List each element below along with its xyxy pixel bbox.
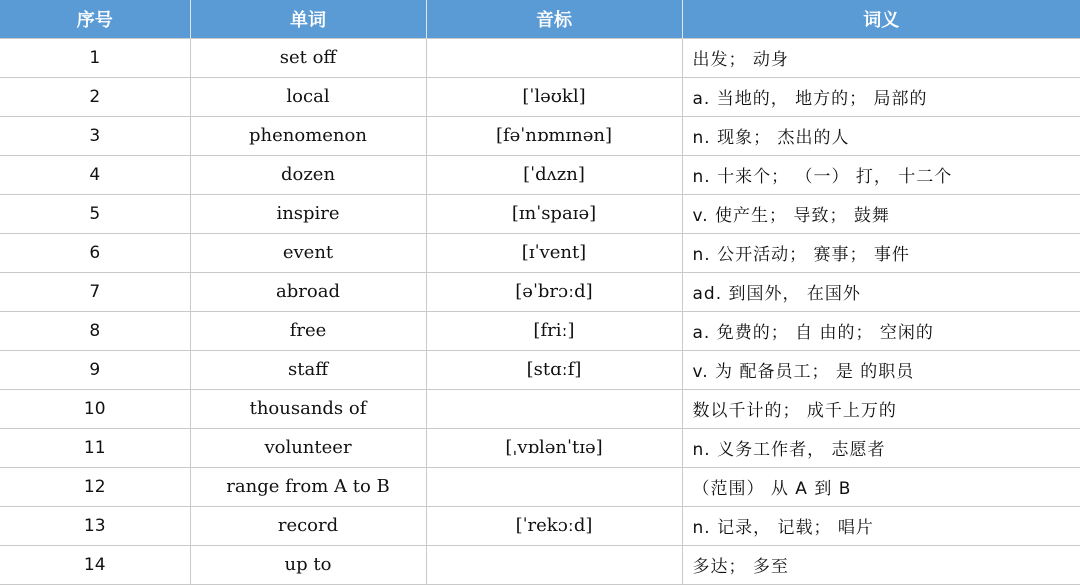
row-index: 4 <box>0 155 190 194</box>
row-meaning: n. 现象； 杰出的人 <box>682 116 1080 155</box>
row-word: abroad <box>190 272 426 311</box>
row-word: phenomenon <box>190 116 426 155</box>
table-row <box>0 233 1080 272</box>
row-meaning: 数以千计的； 成千上万的 <box>682 389 1080 428</box>
row-meaning: n. 记录， 记载； 唱片 <box>682 506 1080 545</box>
row-meaning: 多达； 多至 <box>682 545 1080 584</box>
row-phonetic: [ˈləʊkl] <box>426 77 682 116</box>
table-row <box>0 506 1080 545</box>
row-meaning: n. 十来个； （一） 打， 十二个 <box>682 155 1080 194</box>
row-word: free <box>190 311 426 350</box>
row-word: inspire <box>190 194 426 233</box>
row-phonetic: [əˈbrɔːd] <box>426 272 682 311</box>
row-phonetic: [ɪnˈspaɪə] <box>426 194 682 233</box>
header-meaning: 词义 <box>863 9 900 31</box>
row-meaning: （范围） 从 A 到 B <box>682 467 1080 506</box>
header-phonetic: 音标 <box>426 0 682 38</box>
table-row <box>0 38 1080 77</box>
row-index: 9 <box>0 350 190 389</box>
row-index: 14 <box>0 545 190 584</box>
row-word: record <box>190 506 426 545</box>
row-phonetic <box>426 545 682 584</box>
table-row <box>0 272 1080 311</box>
row-phonetic: [ɪˈvent] <box>426 233 682 272</box>
row-index: 11 <box>0 428 190 467</box>
row-phonetic <box>426 467 682 506</box>
row-word: staff <box>190 350 426 389</box>
table-row <box>0 155 1080 194</box>
row-index: 5 <box>0 194 190 233</box>
row-index: 10 <box>0 389 190 428</box>
row-word: range from A to B <box>190 467 426 506</box>
row-index: 13 <box>0 506 190 545</box>
row-word: dozen <box>190 155 426 194</box>
row-meaning: n. 义务工作者， 志愿者 <box>682 428 1080 467</box>
row-word: up to <box>190 545 426 584</box>
row-phonetic: [ˌvɒlənˈtɪə] <box>426 428 682 467</box>
table-header-row <box>0 0 1080 38</box>
row-index: 1 <box>0 38 190 77</box>
row-index: 6 <box>0 233 190 272</box>
header-word: 单词 <box>190 0 426 38</box>
row-word: thousands of <box>190 389 426 428</box>
row-index: 3 <box>0 116 190 155</box>
row-phonetic: [ˈdʌzn] <box>426 155 682 194</box>
table-row <box>0 389 1080 428</box>
row-phonetic <box>426 389 682 428</box>
row-phonetic: [friː] <box>426 311 682 350</box>
row-meaning: ad. 到国外， 在国外 <box>682 272 1080 311</box>
row-meaning: 出发； 动身 <box>682 38 1080 77</box>
row-meaning: a. 免费的； 自 由的； 空闲的 <box>682 311 1080 350</box>
row-meaning: v. 使产生； 导致； 鼓舞 <box>682 194 1080 233</box>
table-row <box>0 116 1080 155</box>
row-meaning: v. 为 配备员工； 是 的职员 <box>682 350 1080 389</box>
row-meaning: a. 当地的， 地方的； 局部的 <box>682 77 1080 116</box>
row-phonetic: [stɑːf] <box>426 350 682 389</box>
table-row <box>0 350 1080 389</box>
header-index: 序号 <box>0 0 190 38</box>
table-row <box>0 77 1080 116</box>
row-word: event <box>190 233 426 272</box>
row-index: 12 <box>0 467 190 506</box>
table-row <box>0 311 1080 350</box>
row-word: set off <box>190 38 426 77</box>
row-meaning: n. 公开活动； 赛事； 事件 <box>682 233 1080 272</box>
row-word: volunteer <box>190 428 426 467</box>
row-index: 7 <box>0 272 190 311</box>
table-row <box>0 545 1080 584</box>
row-phonetic: [ˈrekɔːd] <box>426 506 682 545</box>
row-index: 2 <box>0 77 190 116</box>
row-phonetic <box>426 38 682 77</box>
row-index: 8 <box>0 311 190 350</box>
table-row <box>0 194 1080 233</box>
table-row <box>0 467 1080 506</box>
table-body <box>0 38 1080 584</box>
row-phonetic: [fəˈnɒmɪnən] <box>426 116 682 155</box>
table-row <box>0 428 1080 467</box>
row-word: local <box>190 77 426 116</box>
